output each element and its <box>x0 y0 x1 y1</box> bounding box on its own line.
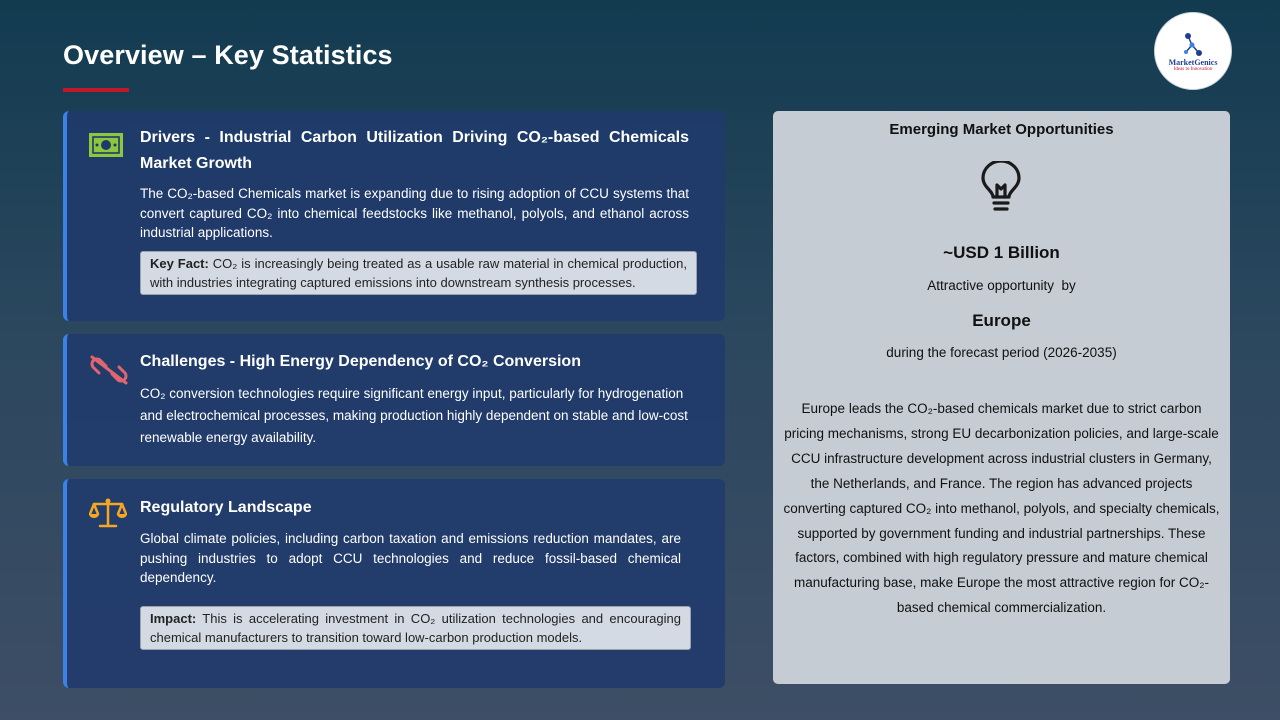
logo-tagline: Ideas to Innovation <box>1173 66 1213 72</box>
forecast-period: during the forecast period (2026-2035) <box>886 345 1117 360</box>
opportunity-title: Emerging Market Opportunities <box>889 121 1114 138</box>
title-underline <box>63 88 129 92</box>
regulatory-title: Regulatory Landscape <box>140 499 312 516</box>
money-icon <box>89 133 123 162</box>
broken-link-icon <box>89 354 129 391</box>
opportunity-amount: ~USD 1 Billion <box>943 243 1060 262</box>
key-fact-label: Key Fact: <box>150 256 209 271</box>
key-fact-text: CO₂ is increasingly being treated as a usable raw material in chemical production, with industries integrating captured emissions into downstream synthesis processes. <box>150 256 687 290</box>
drivers-title: Drivers - Industrial Carbon Utilization Driving CO₂-based Chemicals Market Growth <box>140 129 689 172</box>
molecule-icon <box>1182 31 1204 57</box>
challenges-text: CO₂ conversion technologies require significant energy input, particularly for hydrogenation and electrochemical processes, making production highly dependent on stable and low-cost renewable energy availability. <box>140 386 688 445</box>
opportunity-panel <box>773 111 1230 684</box>
company-logo <box>1154 12 1232 90</box>
opportunity-description: Europe leads the CO₂-based chemicals market due to strict carbon pricing mechanisms, strong EU decarbonization policies, and large-scale CCU infrastructure development across industrial clusters in Germany, the Netherlands, and France. The region has advanced projects converting captured CO₂ into methanol, polyols, and specialty chemicals, supported by government funding and industrial partnerships. These factors, combined with high regulatory pressure and mature chemical manufacturing base, make Europe the most attractive region for CO₂-based chemical commercialization. <box>783 401 1220 616</box>
opportunity-subtitle: Attractive opportunity by <box>927 278 1076 293</box>
lightbulb-icon <box>979 161 1023 220</box>
impact-box <box>140 606 691 650</box>
regulatory-card <box>63 479 725 688</box>
impact-text: This is accelerating investment in CO₂ utilization technologies and encouraging chemical manufacturers to transition toward low-carbon production models. <box>150 611 681 645</box>
impact-label: Impact: <box>150 611 197 626</box>
page-title: Overview – Key Statistics <box>63 40 393 70</box>
regulatory-text: Global climate policies, including carbon taxation and emissions reduction mandates, are pushing industries to adopt CCU technologies and reduce fossil-based chemical dependency. <box>140 531 681 585</box>
scales-icon <box>89 497 127 534</box>
challenges-card <box>63 334 725 466</box>
drivers-text: The CO₂-based Chemicals market is expanding due to rising adoption of CCU systems that convert captured CO₂ into chemical feedstocks like methanol, polyols, and ethanol across industrial applications. <box>140 186 689 240</box>
key-fact-box <box>140 251 697 295</box>
challenges-title: Challenges - High Energy Dependency of CO₂ Conversion <box>140 353 581 370</box>
logo-name: MarketGenics <box>1168 57 1218 67</box>
opportunity-region: Europe <box>972 311 1031 330</box>
drivers-card <box>63 111 725 321</box>
